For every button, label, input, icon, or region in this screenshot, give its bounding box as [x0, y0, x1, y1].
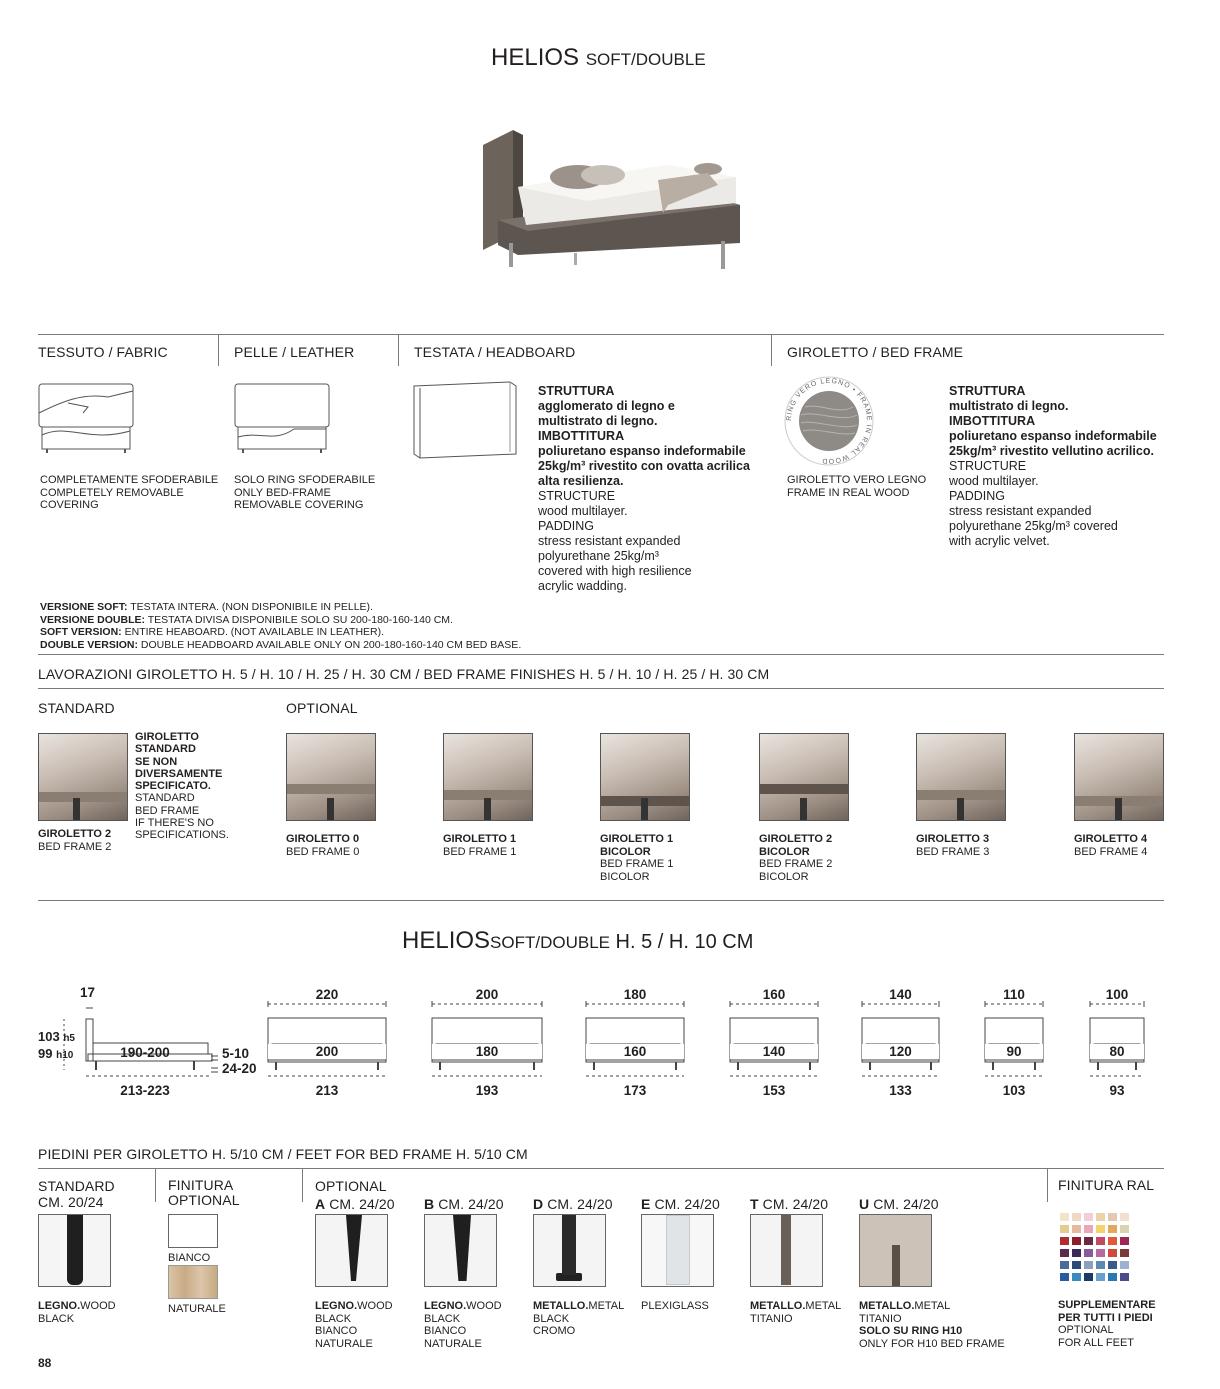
side-dim-leg1: 5-10 — [222, 1046, 250, 1061]
version-line: VERSIONE DOUBLE: TESTATA DIVISA DISPONIBILE SOLO SU 200-180-160-140 CM. — [40, 613, 453, 626]
front-dim-inner: 160 — [586, 1044, 684, 1059]
finishes-standard-label: STANDARD — [38, 700, 115, 716]
foot-title: U CM. 24/20 — [859, 1196, 939, 1212]
fabric-caption: COMPLETAMENTE SFODERABILE COMPLETELY REMOVABLE COVERING — [40, 474, 219, 511]
finish-thumb — [1074, 733, 1164, 821]
ral-swatch — [1108, 1237, 1117, 1245]
ral-swatch — [1096, 1237, 1105, 1245]
foot-image — [424, 1214, 497, 1287]
side-dim-h2: 99 h10 — [38, 1046, 74, 1061]
fabric-removable-icon — [38, 383, 134, 453]
desc-line: polyurethane 25kg/m³ covered — [949, 519, 1118, 533]
front-view-drawing — [266, 996, 388, 1086]
ral-swatch — [1096, 1261, 1105, 1269]
front-dim-bottom: 173 — [623, 1083, 647, 1098]
bedframe-caption: GIROLETTO VERO LEGNO FRAME IN REAL WOOD — [787, 474, 927, 499]
desc-line: STRUCTURE — [949, 459, 1027, 473]
foot-image — [750, 1214, 823, 1287]
desc-line: stress resistant expanded — [538, 534, 681, 548]
ral-swatch — [1072, 1225, 1081, 1233]
bed-photo — [478, 125, 743, 270]
finishes-optional-label: OPTIONAL — [286, 700, 358, 716]
ral-swatch — [1060, 1261, 1069, 1269]
header-headboard: TESTATA / HEADBOARD — [414, 344, 576, 360]
version-line: DOUBLE VERSION: DOUBLE HEADBOARD AVAILABLE ONLY ON 200-180-160-140 CM BED BASE. — [40, 638, 522, 651]
standard-note-line: BED FRAME — [135, 804, 200, 817]
side-dim-leg2: 24-20 — [222, 1061, 257, 1076]
feet-standard-title: STANDARD CM. 20/24 — [38, 1178, 115, 1210]
desc-line: stress resistant expanded — [949, 504, 1092, 518]
front-dim-bottom: 213 — [315, 1083, 339, 1098]
foot-title: A CM. 24/20 — [315, 1196, 395, 1212]
desc-line: acrylic wadding. — [538, 579, 627, 593]
desc-line: 25kg/m³ rivestito con ovatta acrilica — [538, 459, 750, 473]
foot-title: B CM. 24/20 — [424, 1196, 504, 1212]
finish-thumb — [759, 733, 849, 821]
ral-swatch — [1108, 1249, 1117, 1257]
front-dim-bottom: 133 — [889, 1083, 912, 1098]
desc-line: alta resilienza. — [538, 474, 624, 488]
ral-swatch — [1072, 1261, 1081, 1269]
desc-line: wood multilayer. — [538, 504, 628, 518]
foot-caption: METALLO.METAL TITANIO SOLO SU RING H10 ONLY FOR H10 BED FRAME — [859, 1300, 1005, 1350]
headboard-drawing — [412, 380, 518, 460]
foot-image — [533, 1214, 606, 1287]
ral-swatch — [1084, 1249, 1093, 1257]
finish-swatch-white-label: BIANCO — [168, 1252, 211, 1264]
page-number: 88 — [38, 1356, 52, 1370]
foot-caption: LEGNO.WOOD BLACK BIANCO NATURALE — [424, 1300, 502, 1350]
desc-line: STRUTTURA — [949, 384, 1026, 398]
desc-line: poliuretano espanso indeformabile — [538, 444, 746, 458]
desc-line: STRUTTURA — [538, 384, 615, 398]
leather-removable-icon — [234, 383, 330, 453]
front-dim-bottom: 193 — [475, 1083, 499, 1098]
ral-swatch — [1060, 1213, 1069, 1221]
ral-swatch — [1096, 1213, 1105, 1221]
ral-swatch — [1084, 1261, 1093, 1269]
bedframe-description — [949, 384, 1157, 549]
front-dim-inner: 80 — [1090, 1044, 1144, 1059]
desc-line: wood multilayer. — [949, 474, 1039, 488]
versions-note — [40, 601, 521, 651]
ral-swatch — [1072, 1273, 1081, 1281]
finish-thumb — [916, 733, 1006, 821]
front-view-drawing — [983, 996, 1045, 1086]
ral-title: FINITURA RAL — [1058, 1177, 1155, 1193]
header-leather: PELLE / LEATHER — [234, 344, 355, 360]
feet-optional-label: OPTIONAL — [315, 1178, 387, 1194]
standard-note-line: IF THERE'S NO — [135, 817, 214, 830]
foot-image — [641, 1214, 714, 1287]
desc-line: PADDING — [538, 519, 595, 533]
leather-caption: SOLO RING SFODERABILE ONLY BED-FRAME REMOVABLE COVERING — [234, 474, 376, 511]
desc-line: IMBOTTITURA — [538, 429, 625, 443]
ral-swatch — [1108, 1213, 1117, 1221]
desc-line: multistrato di legno. — [949, 399, 1069, 413]
front-dim-top: 180 — [623, 987, 647, 1002]
desc-line: covered with high resilience — [538, 564, 692, 578]
ral-color-chart — [1060, 1213, 1140, 1288]
ral-caption: SUPPLEMENTARE PER TUTTI I PIEDI OPTIONAL FOR ALL FEET — [1058, 1299, 1156, 1349]
header-fabric: TESSUTO / FABRIC — [38, 344, 168, 360]
ral-swatch — [1108, 1261, 1117, 1269]
front-dim-top: 100 — [1105, 987, 1129, 1002]
dimensions-title: HELIOSSOFT/DOUBLE H. 5 / H. 10 CM — [402, 927, 754, 954]
ral-swatch — [1096, 1273, 1105, 1281]
ral-swatch — [1084, 1237, 1093, 1245]
foot-caption: METALLO.METAL BLACK CROMO — [533, 1300, 625, 1337]
header-bedframe: GIROLETTO / BED FRAME — [787, 344, 964, 360]
finish-swatch-natural-label: NATURALE — [168, 1303, 226, 1315]
finish-caption: GIROLETTO 1 BED FRAME 1 — [443, 833, 517, 858]
real-wood-seal — [783, 375, 875, 467]
desc-line: STRUCTURE — [538, 489, 616, 503]
foot-image — [315, 1214, 388, 1287]
side-dim-outer: 213-223 — [120, 1083, 170, 1098]
finish-thumb — [286, 733, 376, 821]
finish-swatch-white — [168, 1214, 218, 1248]
front-dim-top: 110 — [1003, 987, 1025, 1002]
ral-swatch — [1120, 1273, 1129, 1281]
svg-text:RING VERO LEGNO • FRAME IN REA: RING VERO LEGNO • FRAME IN REAL WOOD — [785, 377, 873, 465]
front-dim-bottom: 93 — [1109, 1083, 1125, 1098]
desc-line: IMBOTTITURA — [949, 414, 1036, 428]
ral-swatch — [1084, 1213, 1093, 1221]
finish-swatch-natural — [168, 1265, 218, 1299]
desc-line: agglomerato di legno e — [538, 399, 675, 413]
ral-swatch — [1072, 1237, 1081, 1245]
finish-standard-note — [135, 731, 229, 842]
foot-standard-image — [38, 1214, 111, 1287]
front-view-drawing — [430, 996, 544, 1086]
side-dim-h1: 103 h5 — [38, 1029, 75, 1044]
ral-swatch — [1060, 1249, 1069, 1257]
side-dim-inner: 190-200 — [120, 1045, 170, 1060]
foot-caption: METALLO.METAL TITANIO — [750, 1300, 842, 1325]
front-view-drawing — [860, 996, 941, 1086]
front-dim-bottom: 153 — [762, 1083, 786, 1098]
ral-swatch — [1072, 1213, 1081, 1221]
side-dim-top: 17 — [80, 985, 96, 1000]
foot-image — [859, 1214, 932, 1287]
foot-caption: PLEXIGLASS — [641, 1300, 709, 1312]
foot-title: E CM. 24/20 — [641, 1196, 720, 1212]
standard-note-line: SPECIFICATO. — [135, 780, 211, 793]
desc-line: poliuretano espanso indeformabile — [949, 429, 1157, 443]
ral-swatch — [1120, 1237, 1129, 1245]
title-main: HELIOS — [491, 44, 580, 71]
front-dim-inner: 180 — [432, 1044, 542, 1059]
standard-note-line: STANDARD — [135, 743, 196, 756]
ral-swatch — [1108, 1225, 1117, 1233]
ral-swatch — [1096, 1249, 1105, 1257]
front-view-drawing — [728, 996, 820, 1086]
desc-line: 25kg/m³ rivestito vellutino acrilico. — [949, 444, 1154, 458]
ral-swatch — [1108, 1273, 1117, 1281]
finish-caption: GIROLETTO 1 BICOLOR BED FRAME 1 BICOLOR — [600, 833, 674, 883]
version-line: VERSIONE SOFT: TESTATA INTERA. (NON DISPONIBILE IN PELLE). — [40, 601, 373, 613]
version-line: SOFT VERSION: ENTIRE HEABOARD. (NOT AVAILABLE IN LEATHER). — [40, 626, 385, 638]
finish-caption: GIROLETTO 4 BED FRAME 4 — [1074, 833, 1148, 858]
ral-swatch — [1120, 1249, 1129, 1257]
front-dim-inner: 140 — [730, 1044, 818, 1059]
foot-caption: LEGNO.WOOD BLACK BIANCO NATURALE — [315, 1300, 393, 1350]
front-dim-top: 200 — [475, 987, 499, 1002]
finish-thumb — [600, 733, 690, 821]
ral-swatch — [1060, 1225, 1069, 1233]
page-title — [491, 44, 706, 72]
desc-line: PADDING — [949, 489, 1006, 503]
ral-swatch — [1120, 1261, 1129, 1269]
front-dim-inner: 90 — [985, 1044, 1043, 1059]
standard-note-line: DIVERSAMENTE — [135, 767, 223, 780]
finish-caption: GIROLETTO 2 BICOLOR BED FRAME 2 BICOLOR — [759, 833, 833, 883]
ral-swatch — [1120, 1213, 1129, 1221]
front-dim-top: 220 — [315, 987, 339, 1002]
finish-thumb-standard — [38, 733, 128, 821]
desc-line: multistrato di legno. — [538, 414, 658, 428]
feet-finitura-title: FINITURA OPTIONAL — [168, 1177, 240, 1208]
finishes-header: LAVORAZIONI GIROLETTO H. 5 / H. 10 / H. 25 / H. 30 CM / BED FRAME FINISHES H. 5 / H. 10 / H. 25 / H. 30 CM — [38, 666, 770, 682]
standard-note-line: SPECIFICATIONS. — [135, 829, 229, 842]
finish-caption: GIROLETTO 3 BED FRAME 3 — [916, 833, 990, 858]
front-dim-inner: 120 — [862, 1044, 939, 1059]
front-dim-bottom: 103 — [1002, 1083, 1026, 1098]
front-view-drawing — [1088, 996, 1146, 1086]
foot-title: D CM. 24/20 — [533, 1196, 613, 1212]
ral-swatch — [1060, 1237, 1069, 1245]
standard-note-line: SE NON — [135, 755, 178, 768]
finish-thumb — [443, 733, 533, 821]
ral-swatch — [1060, 1273, 1069, 1281]
foot-standard-caption: LEGNO.WOOD BLACK — [38, 1300, 116, 1325]
front-dim-inner: 200 — [268, 1044, 386, 1059]
front-dim-top: 160 — [762, 987, 786, 1002]
headboard-description — [538, 384, 750, 594]
desc-line: with acrylic velvet. — [949, 534, 1050, 548]
ral-swatch — [1084, 1225, 1093, 1233]
finish-caption: GIROLETTO 0 BED FRAME 0 — [286, 833, 360, 858]
ral-swatch — [1096, 1225, 1105, 1233]
title-sub: SOFT/DOUBLE — [585, 50, 706, 69]
standard-note-line: STANDARD — [135, 792, 195, 805]
front-dim-top: 140 — [889, 987, 912, 1002]
finish-standard-caption: GIROLETTO 2 BED FRAME 2 — [38, 828, 112, 853]
feet-header: PIEDINI PER GIROLETTO H. 5/10 CM / FEET FOR BED FRAME H. 5/10 CM — [38, 1146, 528, 1162]
foot-title: T CM. 24/20 — [750, 1196, 829, 1212]
ral-swatch — [1072, 1249, 1081, 1257]
front-view-drawing — [584, 996, 686, 1086]
ral-swatch — [1084, 1273, 1093, 1281]
desc-line: polyurethane 25kg/m³ — [538, 549, 659, 563]
ral-swatch — [1120, 1225, 1129, 1233]
standard-note-line: GIROLETTO — [135, 731, 199, 743]
